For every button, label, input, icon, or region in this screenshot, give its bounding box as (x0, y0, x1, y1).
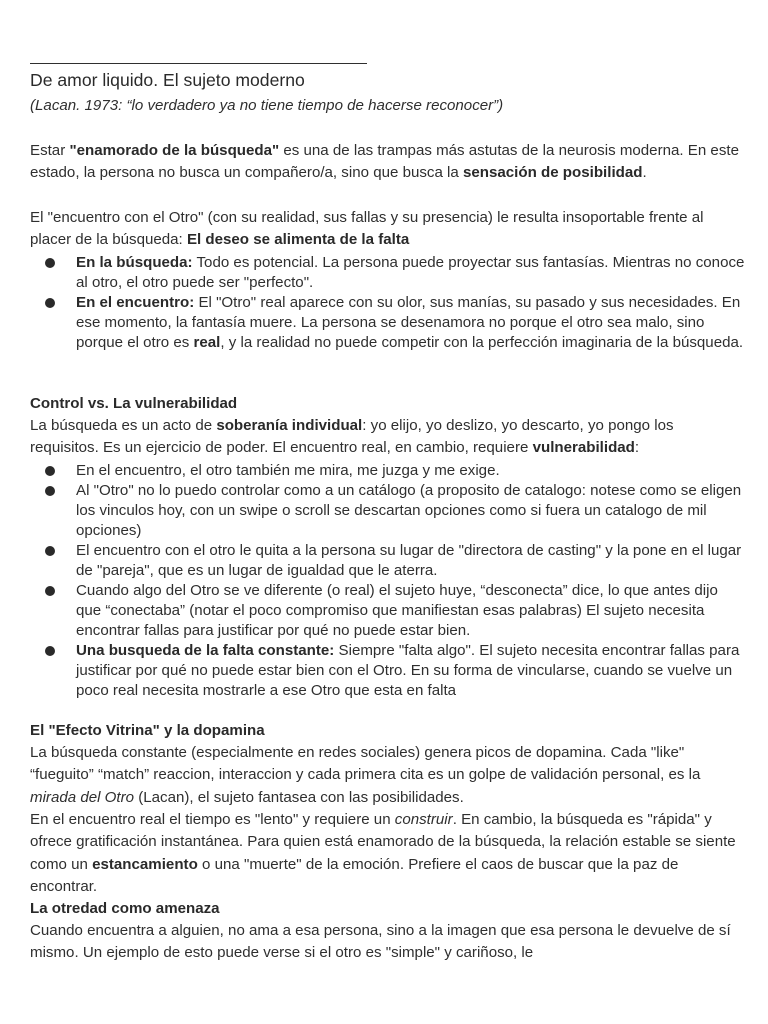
document-subtitle: (Lacan. 1973: “lo verdadero ya no tiene tiempo de hacerse reconocer”) (30, 97, 504, 114)
document-title: De amor liquido. El sujeto moderno (30, 70, 305, 90)
bullet-icon (45, 298, 55, 308)
otredad-paragraph: Cuando encuentra a alguien, no ama a esa persona, sino a la imagen que esa persona le devuelve de sí mismo. Un ejemplo de esto puede verse si el otro es "simple" y cariñoso, le (30, 922, 731, 962)
bullet-icon (45, 486, 55, 496)
vulnerability-list (30, 461, 745, 701)
list-item: En el encuentro, el otro también me mira, me juzga y me exige. (30, 461, 745, 481)
bullet-icon (45, 258, 55, 268)
bullet-icon (45, 646, 55, 656)
list-item: En la búsqueda: Todo es potencial. La persona puede proyectar sus fantasías. Mientras no conoce al otro, el otro puede ser "perfecto". (30, 253, 745, 293)
list-item: El encuentro con el otro le quita a la persona su lugar de "directora de casting" y la pone en el lugar de "pareja", que es un lugar de igualdad que le aterra. (30, 541, 745, 581)
section-heading-vitrina: El "Efecto Vitrina" y la dopamina (30, 722, 265, 739)
top-rule (30, 63, 367, 64)
list-item: Cuando algo del Otro se ve diferente (o real) el sujeto huye, “desconecta” dice, lo que antes dijo que “conectaba” (notar el poco compromiso que manifiestan esas palabras) El sujeto necesita encontrar fallas para justificar por qué no puede estar bien. (30, 581, 745, 641)
bullet-icon (45, 546, 55, 556)
vitrina-paragraph-2: En el encuentro real el tiempo es "lento" y requiere un construir. En cambio, la búsqueda es "rápida" y ofrece gratificación instantánea. Para quien está enamorado de la búsqueda, la relación estable se siente como un estancamiento o una "muerte" de la emoción. Prefiere el caos de buscar que la paz de encontrar. (30, 811, 736, 895)
bullet-icon (45, 466, 55, 476)
vitrina-paragraph-1: La búsqueda constante (especialmente en redes sociales) genera picos de dopamina. Cada "like" “fueguito” “match” reaccion, interaccion y cada primera cita es un golpe de validación personal, es la mirada del Otro (Lacan), el sujeto fantasea con las posibilidades. (30, 744, 701, 806)
intro-paragraph-2: El "encuentro con el Otro" (con su realidad, sus fallas y su presencia) le resulta insoportable frente al placer de la búsqueda: El deseo se alimenta de la falta (30, 209, 704, 249)
intro-paragraph-1: Estar "enamorado de la búsqueda" es una de las trampas más astutas de la neurosis moderna. En este estado, la persona no busca un compañero/a, sino que busca la sensación de posibilidad. (30, 142, 739, 182)
control-paragraph: La búsqueda es un acto de soberanía individual: yo elijo, yo deslizo, yo descarto, yo pongo los requisitos. Es un ejercicio de poder. El encuentro real, en cambio, requiere vulnerabilidad: (30, 417, 674, 457)
list-item: Una busqueda de la falta constante: Siempre "falta algo". El sujeto necesita encontrar fallas para justificar por qué no puede estar bien con el Otro. En su forma de vincularse, cuando se vuelve un poco real necesita mostrarle a ese Otro que esta en falta (30, 641, 745, 701)
section-heading-control: Control vs. La vulnerabilidad (30, 395, 238, 412)
list-item: En el encuentro: El "Otro" real aparece con su olor, sus manías, su pasado y sus necesidades. En ese momento, la fantasía muere. La persona se desenamora no porque el otro sea malo, sino porque el otro es real, y la realidad no puede competir con la perfección imaginaria de la búsqueda. (30, 293, 745, 353)
list-item: Al "Otro" no lo puedo controlar como a un catálogo (a proposito de catalogo: notese como se eligen los vinculos hoy, con un swipe o scroll se descartan opciones como si fuera un catalogo de mil opciones) (30, 481, 745, 541)
bullet-icon (45, 586, 55, 596)
section-heading-otredad: La otredad como amenaza (30, 900, 220, 917)
search-vs-encounter-list (30, 253, 745, 353)
